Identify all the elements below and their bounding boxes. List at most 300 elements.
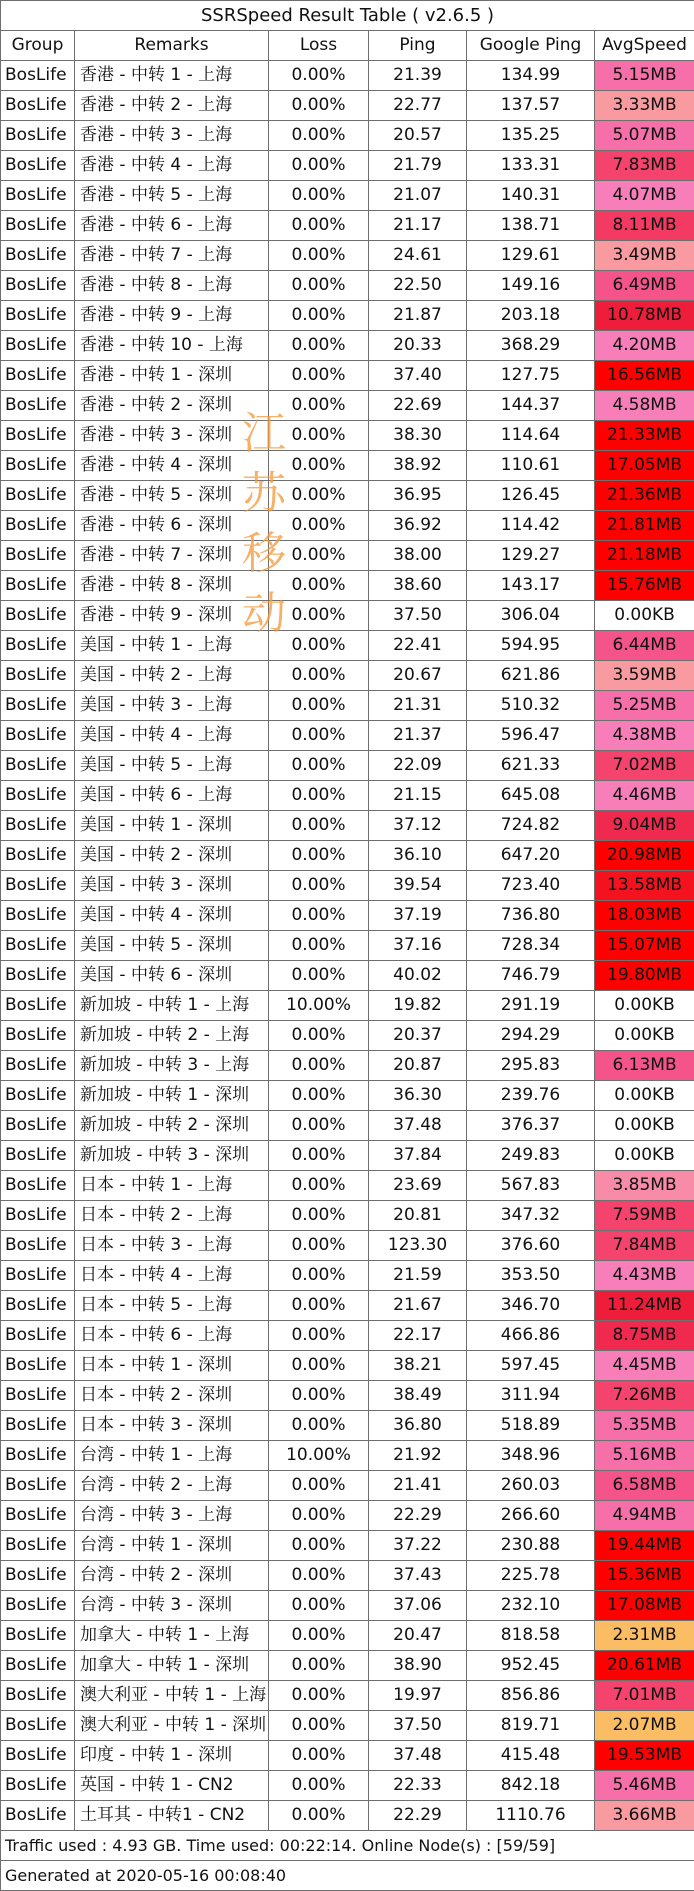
cell-remarks: 香港 - 中转 1 - 上海 [75, 61, 269, 91]
cell-group: BosLife [1, 1291, 75, 1321]
table-row [1, 1771, 694, 1801]
cell-remarks: 日本 - 中转 3 - 上海 [75, 1231, 269, 1261]
table-row [1, 211, 694, 241]
table-row [1, 1171, 694, 1201]
table-row [1, 91, 694, 121]
cell-google-ping: 645.08 [467, 781, 595, 811]
cell-ping: 22.50 [369, 271, 467, 301]
cell-remarks: 香港 - 中转 4 - 上海 [75, 151, 269, 181]
cell-loss: 0.00% [269, 1411, 369, 1441]
cell-remarks: 香港 - 中转 9 - 深圳 [75, 601, 269, 631]
table-row [1, 421, 694, 451]
table-row [1, 1381, 694, 1411]
cell-remarks: 香港 - 中转 2 - 深圳 [75, 391, 269, 421]
cell-remarks: 新加坡 - 中转 1 - 上海 [75, 991, 269, 1021]
cell-remarks: 台湾 - 中转 2 - 上海 [75, 1471, 269, 1501]
cell-ping: 21.31 [369, 691, 467, 721]
cell-google-ping: 818.58 [467, 1621, 595, 1651]
cell-avg-speed: 10.78MB [595, 301, 694, 331]
cell-group: BosLife [1, 901, 75, 931]
cell-group: BosLife [1, 361, 75, 391]
cell-ping: 22.41 [369, 631, 467, 661]
cell-loss: 0.00% [269, 91, 369, 121]
cell-loss: 0.00% [269, 901, 369, 931]
table-row [1, 1441, 694, 1471]
cell-remarks: 香港 - 中转 2 - 上海 [75, 91, 269, 121]
cell-google-ping: 225.78 [467, 1561, 595, 1591]
cell-group: BosLife [1, 91, 75, 121]
cell-loss: 0.00% [269, 1681, 369, 1711]
cell-avg-speed: 18.03MB [595, 901, 694, 931]
cell-group: BosLife [1, 1771, 75, 1801]
cell-google-ping: 114.64 [467, 421, 595, 451]
table-row [1, 991, 694, 1021]
cell-group: BosLife [1, 1261, 75, 1291]
table-row [1, 691, 694, 721]
cell-remarks: 新加坡 - 中转 3 - 深圳 [75, 1141, 269, 1171]
cell-avg-speed: 13.58MB [595, 871, 694, 901]
cell-remarks: 土耳其 - 中转1 - CN2 [75, 1801, 269, 1831]
cell-ping: 21.92 [369, 1441, 467, 1471]
cell-avg-speed: 3.59MB [595, 661, 694, 691]
cell-google-ping: 239.76 [467, 1081, 595, 1111]
cell-group: BosLife [1, 211, 75, 241]
cell-group: BosLife [1, 181, 75, 211]
table-row [1, 1681, 694, 1711]
cell-loss: 0.00% [269, 661, 369, 691]
table-row [1, 1591, 694, 1621]
cell-google-ping: 149.16 [467, 271, 595, 301]
table-row [1, 1321, 694, 1351]
cell-loss: 0.00% [269, 1201, 369, 1231]
cell-remarks: 台湾 - 中转 1 - 深圳 [75, 1531, 269, 1561]
cell-remarks: 日本 - 中转 2 - 深圳 [75, 1381, 269, 1411]
cell-loss: 0.00% [269, 1021, 369, 1051]
table-row [1, 1621, 694, 1651]
cell-ping: 38.90 [369, 1651, 467, 1681]
cell-avg-speed: 0.00KB [595, 1021, 694, 1051]
cell-avg-speed: 7.26MB [595, 1381, 694, 1411]
cell-remarks: 美国 - 中转 4 - 上海 [75, 721, 269, 751]
cell-group: BosLife [1, 1561, 75, 1591]
cell-remarks: 香港 - 中转 4 - 深圳 [75, 451, 269, 481]
cell-group: BosLife [1, 571, 75, 601]
cell-ping: 37.43 [369, 1561, 467, 1591]
cell-google-ping: 144.37 [467, 391, 595, 421]
cell-group: BosLife [1, 421, 75, 451]
cell-loss: 0.00% [269, 301, 369, 331]
footer-traffic: Traffic used : 4.93 GB. Time used: 00:22:14. Online Node(s) : [59/59] [1, 1831, 694, 1861]
cell-avg-speed: 4.46MB [595, 781, 694, 811]
cell-remarks: 香港 - 中转 3 - 上海 [75, 121, 269, 151]
cell-google-ping: 376.37 [467, 1111, 595, 1141]
cell-ping: 37.12 [369, 811, 467, 841]
watermark-char: 江 [236, 404, 292, 464]
cell-ping: 36.10 [369, 841, 467, 871]
cell-avg-speed: 21.81MB [595, 511, 694, 541]
cell-google-ping: 466.86 [467, 1321, 595, 1351]
cell-group: BosLife [1, 1351, 75, 1381]
cell-group: BosLife [1, 271, 75, 301]
cell-loss: 0.00% [269, 421, 369, 451]
cell-google-ping: 129.27 [467, 541, 595, 571]
cell-loss: 0.00% [269, 1111, 369, 1141]
table-row [1, 271, 694, 301]
cell-loss: 0.00% [269, 781, 369, 811]
cell-ping: 36.95 [369, 481, 467, 511]
cell-ping: 22.09 [369, 751, 467, 781]
table-row [1, 1741, 694, 1771]
cell-avg-speed: 5.46MB [595, 1771, 694, 1801]
cell-avg-speed: 16.56MB [595, 361, 694, 391]
table-row [1, 1711, 694, 1741]
cell-group: BosLife [1, 1531, 75, 1561]
cell-avg-speed: 5.15MB [595, 61, 694, 91]
cell-avg-speed: 7.01MB [595, 1681, 694, 1711]
cell-remarks: 香港 - 中转 1 - 深圳 [75, 361, 269, 391]
cell-loss: 0.00% [269, 121, 369, 151]
cell-remarks: 美国 - 中转 5 - 上海 [75, 751, 269, 781]
table-row [1, 301, 694, 331]
cell-remarks: 新加坡 - 中转 2 - 深圳 [75, 1111, 269, 1141]
title-row [1, 1, 694, 31]
cell-google-ping: 856.86 [467, 1681, 595, 1711]
cell-loss: 0.00% [269, 1561, 369, 1591]
cell-ping: 39.54 [369, 871, 467, 901]
cell-avg-speed: 3.33MB [595, 91, 694, 121]
cell-avg-speed: 5.07MB [595, 121, 694, 151]
table-row [1, 1111, 694, 1141]
cell-ping: 21.67 [369, 1291, 467, 1321]
cell-ping: 22.29 [369, 1801, 467, 1831]
cell-remarks: 美国 - 中转 6 - 深圳 [75, 961, 269, 991]
cell-remarks: 日本 - 中转 3 - 深圳 [75, 1411, 269, 1441]
cell-ping: 36.80 [369, 1411, 467, 1441]
cell-loss: 0.00% [269, 931, 369, 961]
cell-google-ping: 353.50 [467, 1261, 595, 1291]
header-ping: Ping [369, 31, 467, 61]
table-row [1, 1501, 694, 1531]
header-group: Group [1, 31, 75, 61]
table-row [1, 931, 694, 961]
cell-google-ping: 137.57 [467, 91, 595, 121]
cell-group: BosLife [1, 1081, 75, 1111]
cell-avg-speed: 5.25MB [595, 691, 694, 721]
cell-remarks: 美国 - 中转 1 - 深圳 [75, 811, 269, 841]
cell-remarks: 香港 - 中转 3 - 深圳 [75, 421, 269, 451]
cell-google-ping: 1110.76 [467, 1801, 595, 1831]
cell-ping: 21.79 [369, 151, 467, 181]
cell-group: BosLife [1, 931, 75, 961]
cell-ping: 21.07 [369, 181, 467, 211]
cell-group: BosLife [1, 721, 75, 751]
cell-avg-speed: 15.76MB [595, 571, 694, 601]
table-row [1, 391, 694, 421]
cell-group: BosLife [1, 1681, 75, 1711]
cell-remarks: 新加坡 - 中转 3 - 上海 [75, 1051, 269, 1081]
cell-google-ping: 347.32 [467, 1201, 595, 1231]
cell-google-ping: 346.70 [467, 1291, 595, 1321]
cell-loss: 0.00% [269, 811, 369, 841]
cell-ping: 21.37 [369, 721, 467, 751]
cell-loss: 0.00% [269, 271, 369, 301]
table-row [1, 121, 694, 151]
cell-loss: 0.00% [269, 871, 369, 901]
cell-group: BosLife [1, 1501, 75, 1531]
cell-remarks: 台湾 - 中转 1 - 上海 [75, 1441, 269, 1471]
table-row [1, 1291, 694, 1321]
cell-group: BosLife [1, 631, 75, 661]
watermark-char: 苏 [236, 464, 292, 524]
cell-ping: 37.19 [369, 901, 467, 931]
cell-group: BosLife [1, 661, 75, 691]
cell-group: BosLife [1, 1711, 75, 1741]
cell-google-ping: 368.29 [467, 331, 595, 361]
cell-ping: 20.67 [369, 661, 467, 691]
cell-ping: 36.30 [369, 1081, 467, 1111]
cell-avg-speed: 21.18MB [595, 541, 694, 571]
cell-remarks: 台湾 - 中转 3 - 深圳 [75, 1591, 269, 1621]
cell-remarks: 美国 - 中转 4 - 深圳 [75, 901, 269, 931]
cell-remarks: 美国 - 中转 2 - 上海 [75, 661, 269, 691]
cell-avg-speed: 17.05MB [595, 451, 694, 481]
cell-remarks: 日本 - 中转 1 - 深圳 [75, 1351, 269, 1381]
table-row [1, 1081, 694, 1111]
cell-loss: 0.00% [269, 751, 369, 781]
cell-avg-speed: 0.00KB [595, 1141, 694, 1171]
cell-google-ping: 127.75 [467, 361, 595, 391]
cell-loss: 0.00% [269, 1081, 369, 1111]
cell-loss: 0.00% [269, 181, 369, 211]
cell-ping: 22.33 [369, 1771, 467, 1801]
cell-avg-speed: 7.84MB [595, 1231, 694, 1261]
cell-loss: 0.00% [269, 451, 369, 481]
cell-google-ping: 291.19 [467, 991, 595, 1021]
cell-group: BosLife [1, 241, 75, 271]
cell-remarks: 香港 - 中转 7 - 深圳 [75, 541, 269, 571]
cell-remarks: 美国 - 中转 1 - 上海 [75, 631, 269, 661]
footer-generated: Generated at 2020-05-16 00:08:40 [1, 1861, 694, 1891]
table-row [1, 1531, 694, 1561]
cell-loss: 0.00% [269, 361, 369, 391]
cell-loss: 0.00% [269, 1381, 369, 1411]
table-row [1, 451, 694, 481]
cell-remarks: 新加坡 - 中转 2 - 上海 [75, 1021, 269, 1051]
footer-traffic-row [1, 1831, 694, 1861]
cell-avg-speed: 5.35MB [595, 1411, 694, 1441]
cell-group: BosLife [1, 511, 75, 541]
table-row [1, 511, 694, 541]
cell-loss: 0.00% [269, 481, 369, 511]
cell-loss: 0.00% [269, 151, 369, 181]
cell-google-ping: 294.29 [467, 1021, 595, 1051]
table-row [1, 781, 694, 811]
cell-ping: 21.41 [369, 1471, 467, 1501]
cell-group: BosLife [1, 1381, 75, 1411]
table-title: SSRSpeed Result Table ( v2.6.5 ) [1, 1, 694, 31]
cell-google-ping: 594.95 [467, 631, 595, 661]
cell-avg-speed: 21.36MB [595, 481, 694, 511]
table-row [1, 1351, 694, 1381]
cell-group: BosLife [1, 331, 75, 361]
cell-ping: 37.50 [369, 601, 467, 631]
table-row [1, 721, 694, 751]
cell-loss: 0.00% [269, 961, 369, 991]
cell-remarks: 香港 - 中转 7 - 上海 [75, 241, 269, 271]
cell-avg-speed: 6.13MB [595, 1051, 694, 1081]
cell-loss: 0.00% [269, 1741, 369, 1771]
table-row [1, 181, 694, 211]
cell-avg-speed: 3.49MB [595, 241, 694, 271]
table-row [1, 811, 694, 841]
table-row [1, 151, 694, 181]
cell-remarks: 日本 - 中转 4 - 上海 [75, 1261, 269, 1291]
cell-avg-speed: 6.49MB [595, 271, 694, 301]
cell-loss: 0.00% [269, 1231, 369, 1261]
cell-loss: 0.00% [269, 1351, 369, 1381]
table-row [1, 961, 694, 991]
cell-avg-speed: 4.20MB [595, 331, 694, 361]
cell-group: BosLife [1, 601, 75, 631]
cell-remarks: 香港 - 中转 6 - 深圳 [75, 511, 269, 541]
cell-google-ping: 230.88 [467, 1531, 595, 1561]
cell-avg-speed: 3.85MB [595, 1171, 694, 1201]
cell-group: BosLife [1, 1231, 75, 1261]
cell-ping: 20.33 [369, 331, 467, 361]
cell-group: BosLife [1, 991, 75, 1021]
table-row [1, 751, 694, 781]
cell-remarks: 日本 - 中转 1 - 上海 [75, 1171, 269, 1201]
cell-loss: 0.00% [269, 1291, 369, 1321]
cell-avg-speed: 4.38MB [595, 721, 694, 751]
cell-group: BosLife [1, 1171, 75, 1201]
cell-google-ping: 647.20 [467, 841, 595, 871]
cell-group: BosLife [1, 1141, 75, 1171]
cell-google-ping: 138.71 [467, 211, 595, 241]
cell-loss: 0.00% [269, 691, 369, 721]
table-row [1, 871, 694, 901]
cell-group: BosLife [1, 1021, 75, 1051]
cell-loss: 0.00% [269, 841, 369, 871]
cell-loss: 0.00% [269, 391, 369, 421]
cell-avg-speed: 0.00KB [595, 601, 694, 631]
cell-group: BosLife [1, 691, 75, 721]
table-row [1, 661, 694, 691]
cell-google-ping: 306.04 [467, 601, 595, 631]
cell-google-ping: 232.10 [467, 1591, 595, 1621]
cell-google-ping: 348.96 [467, 1441, 595, 1471]
table-row [1, 1201, 694, 1231]
cell-remarks: 美国 - 中转 3 - 上海 [75, 691, 269, 721]
cell-loss: 0.00% [269, 1141, 369, 1171]
table-row [1, 1021, 694, 1051]
cell-remarks: 英国 - 中转 1 - CN2 [75, 1771, 269, 1801]
cell-google-ping: 295.83 [467, 1051, 595, 1081]
cell-group: BosLife [1, 1801, 75, 1831]
header-avg-speed: AvgSpeed [595, 31, 694, 61]
cell-google-ping: 266.60 [467, 1501, 595, 1531]
cell-ping: 22.29 [369, 1501, 467, 1531]
cell-avg-speed: 7.83MB [595, 151, 694, 181]
cell-ping: 37.84 [369, 1141, 467, 1171]
cell-ping: 24.61 [369, 241, 467, 271]
cell-group: BosLife [1, 1741, 75, 1771]
cell-ping: 21.15 [369, 781, 467, 811]
cell-ping: 38.60 [369, 571, 467, 601]
cell-loss: 0.00% [269, 1501, 369, 1531]
cell-group: BosLife [1, 151, 75, 181]
footer-generated-row [1, 1861, 694, 1891]
cell-remarks: 香港 - 中转 5 - 深圳 [75, 481, 269, 511]
cell-remarks: 美国 - 中转 6 - 上海 [75, 781, 269, 811]
cell-loss: 0.00% [269, 1771, 369, 1801]
cell-ping: 22.69 [369, 391, 467, 421]
cell-avg-speed: 20.98MB [595, 841, 694, 871]
table-row [1, 361, 694, 391]
cell-remarks: 香港 - 中转 5 - 上海 [75, 181, 269, 211]
cell-remarks: 澳大利亚 - 中转 1 - 深圳 [75, 1711, 269, 1741]
watermark-char: 动 [236, 584, 292, 644]
cell-avg-speed: 4.45MB [595, 1351, 694, 1381]
cell-remarks: 澳大利亚 - 中转 1 - 上海 [75, 1681, 269, 1711]
cell-ping: 123.30 [369, 1231, 467, 1261]
table-row [1, 1561, 694, 1591]
cell-ping: 20.47 [369, 1621, 467, 1651]
cell-loss: 0.00% [269, 601, 369, 631]
cell-google-ping: 724.82 [467, 811, 595, 841]
cell-avg-speed: 21.33MB [595, 421, 694, 451]
table-row [1, 631, 694, 661]
cell-avg-speed: 4.58MB [595, 391, 694, 421]
cell-google-ping: 597.45 [467, 1351, 595, 1381]
table-row [1, 1471, 694, 1501]
cell-avg-speed: 3.66MB [595, 1801, 694, 1831]
cell-group: BosLife [1, 61, 75, 91]
cell-avg-speed: 15.07MB [595, 931, 694, 961]
table-row [1, 1141, 694, 1171]
cell-group: BosLife [1, 841, 75, 871]
cell-loss: 0.00% [269, 631, 369, 661]
cell-google-ping: 842.18 [467, 1771, 595, 1801]
cell-ping: 37.40 [369, 361, 467, 391]
cell-ping: 37.22 [369, 1531, 467, 1561]
cell-avg-speed: 8.11MB [595, 211, 694, 241]
table-row [1, 61, 694, 91]
cell-ping: 38.00 [369, 541, 467, 571]
cell-google-ping: 260.03 [467, 1471, 595, 1501]
cell-google-ping: 203.18 [467, 301, 595, 331]
cell-google-ping: 415.48 [467, 1741, 595, 1771]
cell-loss: 0.00% [269, 541, 369, 571]
cell-ping: 21.87 [369, 301, 467, 331]
cell-avg-speed: 4.43MB [595, 1261, 694, 1291]
cell-avg-speed: 4.94MB [595, 1501, 694, 1531]
cell-ping: 37.48 [369, 1111, 467, 1141]
table-row [1, 481, 694, 511]
cell-group: BosLife [1, 811, 75, 841]
cell-google-ping: 621.86 [467, 661, 595, 691]
cell-google-ping: 723.40 [467, 871, 595, 901]
cell-remarks: 香港 - 中转 8 - 深圳 [75, 571, 269, 601]
cell-google-ping: 746.79 [467, 961, 595, 991]
cell-google-ping: 736.80 [467, 901, 595, 931]
cell-group: BosLife [1, 451, 75, 481]
cell-ping: 36.92 [369, 511, 467, 541]
table-row [1, 901, 694, 931]
cell-google-ping: 249.83 [467, 1141, 595, 1171]
cell-avg-speed: 19.80MB [595, 961, 694, 991]
cell-avg-speed: 0.00KB [595, 1111, 694, 1141]
